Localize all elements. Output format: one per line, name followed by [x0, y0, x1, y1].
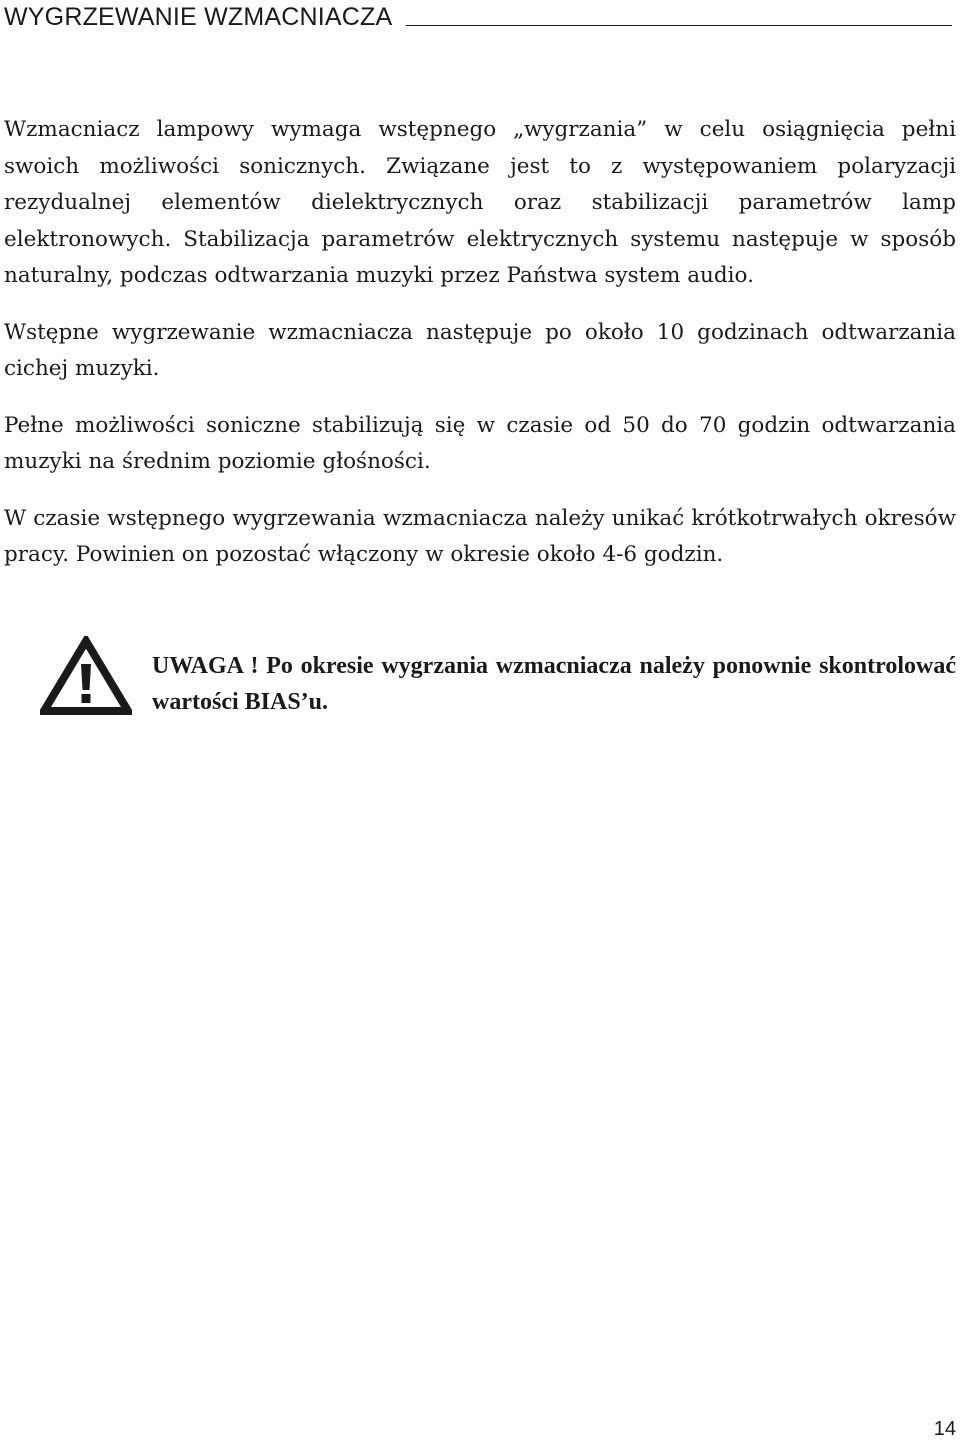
- paragraph-4: W czasie wstępnego wygrzewania wzmacniacza należy unikać krótkotrwałych okresów pracy. Powinien on pozostać włączony w okresie około 4-6 godzin.: [4, 505, 956, 567]
- body-text: [4, 112, 956, 594]
- paragraph-1: Wzmacniacz lampowy wymaga wstępnego „wygrzania” w celu osiągnięcia pełni swoich możliwości sonicznych. Związane jest to z występowaniem polaryzacji rezydualnej elementów dielektrycznych oraz stabilizacji parametrów lamp elektronowych. Stabilizacja parametrów elektrycznych systemu następuje w sposób naturalny, podczas odtwarzania muzyki przez Państwa system audio.: [4, 117, 956, 288]
- warning-text: UWAGA ! Po okresie wygrzania wzmacniacza należy ponownie skontrolować wartości BIAS’u.: [152, 653, 956, 715]
- section-heading: WYGRZEWANIE WZMACNIACZA: [4, 3, 393, 31]
- warning-block: [40, 636, 956, 720]
- page-number: 14: [933, 1418, 956, 1440]
- warning-triangle-icon: [40, 636, 132, 716]
- paragraph-3: Pełne możliwości soniczne stabilizują się w czasie od 50 do 70 godzin odtwarzania muzyki na średnim poziomie głośności.: [4, 412, 956, 474]
- heading-row: [4, 0, 952, 30]
- heading-underline: [406, 25, 952, 26]
- paragraph-2: Wstępne wygrzewanie wzmacniacza następuje po około 10 godzinach odtwarzania cichej muzyki.: [4, 319, 956, 381]
